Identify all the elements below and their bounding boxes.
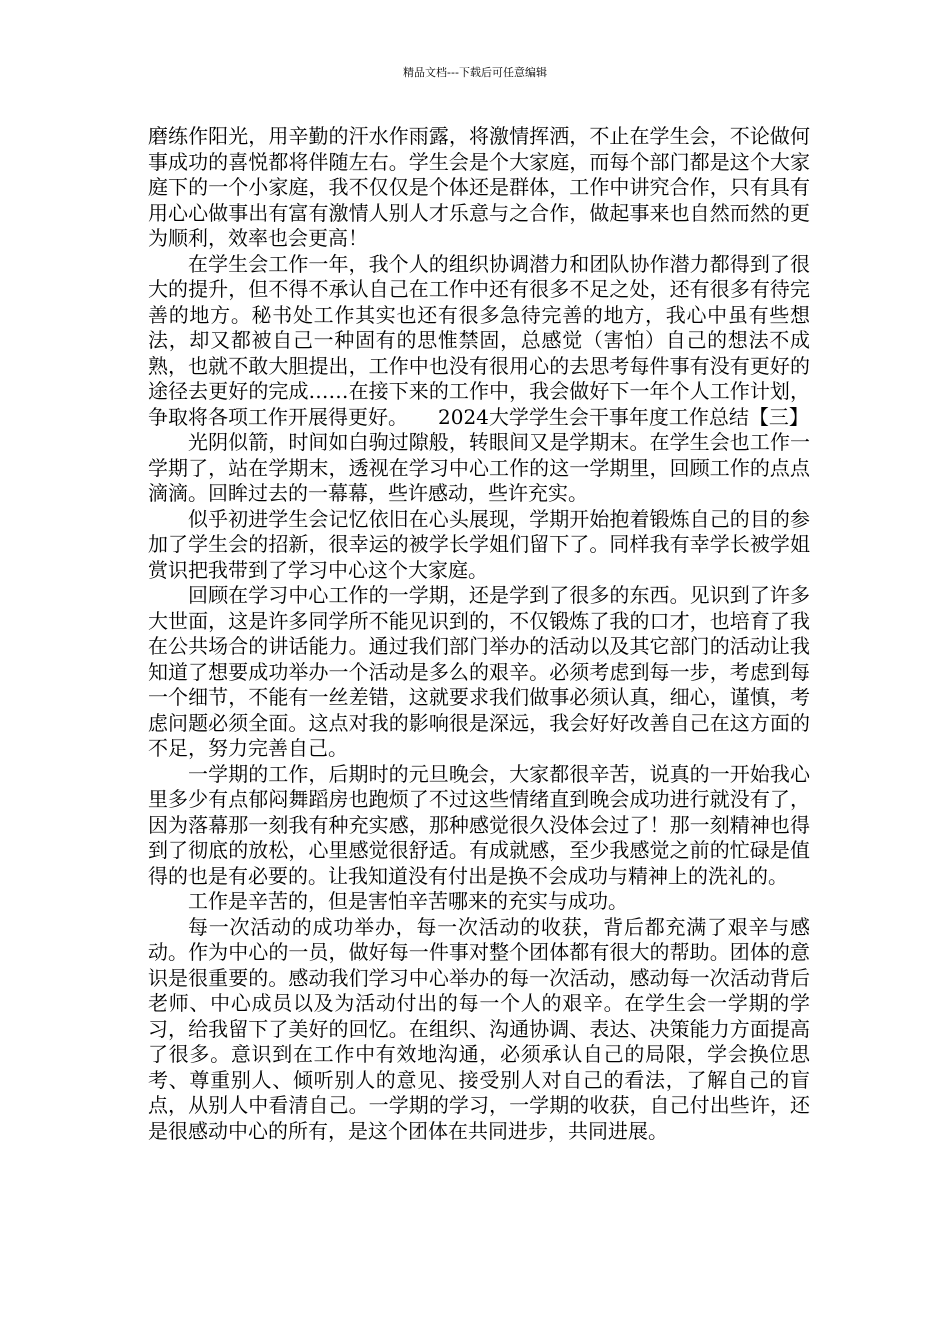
page-header: 精品文档---下载后可任意编辑 [403, 66, 547, 79]
paragraph-1: 磨练作阳光，用辛勤的汗水作雨露，将激情挥洒，不止在学生会，不论做何事成功的喜悦都将伴随左右。学生会是个大家庭，而每个部门都是这个大家庭下的一个小家庭，我不仅仅是个体还是群体，工作中讲究合作，只有具有用心心做事出有富有激情人别人才乐意与之合作，做起事来也自然而然的更为顺利，效率也会更高！ [148, 124, 810, 250]
paragraph-4: 似乎初进学生会记忆依旧在心头展现，学期开始抱着锻炼自己的目的参加了学生会的招新，很幸运的被学长学姐们留下了。同样我有幸学长被学姐赏识把我带到了学习中心这个大家庭。 [148, 506, 810, 582]
paragraph-2: 在学生会工作一年，我个人的组织协调潜力和团队协作潜力都得到了很大的提升，但不得不承认自己在工作中还有很多不足之处，还有很多有待完善的地方。秘书处工作其实也还有很多急待完善的地方，我心中虽有些想法，却又都被自己一种固有的思惟禁固，总感觉（害怕）自己的想法不成熟，也就不敢大胆提出，工作中也没有很用心的去思考每件事有没有更好的途径去更好的完成……在接下来的工作中，我会做好下一年个人工作计划，争取将各项工作开展得更好。 2024大学学生会干事年度工作总结【三】 [148, 251, 810, 429]
paragraph-5: 回顾在学习中心工作的一学期，还是学到了很多的东西。见识到了许多大世面，这是许多同学所不能见识到的，不仅锻炼了我的口才，也培育了我在公共场合的讲话能力。通过我们部门举办的活动以及其它部门的活动让我知道了想要成功举办一个活动是多么的艰辛。必须考虑到每一步，考虑到每一个细节，不能有一丝差错，这就要求我们做事必须认真，细心，谨慎，考虑问题必须全面。这点对我的影响很是深远，我会好好改善自己在这方面的不足，努力完善自己。 [148, 583, 810, 760]
paragraph-8: 每一次活动的成功举办，每一次活动的收获，背后都充满了艰辛与感动。作为中心的一员，做好每一件事对整个团体都有很大的帮助。团体的意识是很重要的。感动我们学习中心举办的每一次活动，感动每一次活动背后老师、中心成员以及为活动付出的每一个人的艰辛。在学生会一学期的学习，给我留下了美好的回忆。在组织、沟通协调、表达、决策能力方面提高了很多。意识到在工作中有效地沟通，必须承认自己的局限，学会换位思考、尊重别人、倾听别人的意见、接受别人对自己的看法，了解自己的盲点，从别人中看清自己。一学期的学习，一学期的收获，自己付出些许，还是很感动中心的所有，是这个团体在共同进步，共同进展。 [148, 914, 810, 1143]
paragraph-7: 工作是辛苦的，但是害怕辛苦哪来的充实与成功。 [188, 889, 628, 913]
paragraph-6: 一学期的工作，后期时的元旦晚会，大家都很辛苦，说真的一开始我心里多少有点郁闷舞蹈房也跑烦了不过这些情绪直到晚会成功进行就没有了，因为落幕那一刻我有种充实感，那种感觉很久没体会过了！那一刻精神也得到了彻底的放松，心里感觉很舒适。有成就感，至少我感觉之前的忙碌是值得的也是有必要的。让我知道没有付出是换不会成功与精神上的洗礼的。 [148, 761, 810, 888]
paragraph-3: 光阴似箭，时间如白驹过隙般，转眼间又是学期末。在学生会也工作一学期了，站在学期末，透视在学习中心工作的这一学期里，回顾工作的点点滴滴。回眸过去的一幕幕，些许感动，些许充实。 [148, 430, 810, 505]
document-body [148, 124, 810, 1144]
